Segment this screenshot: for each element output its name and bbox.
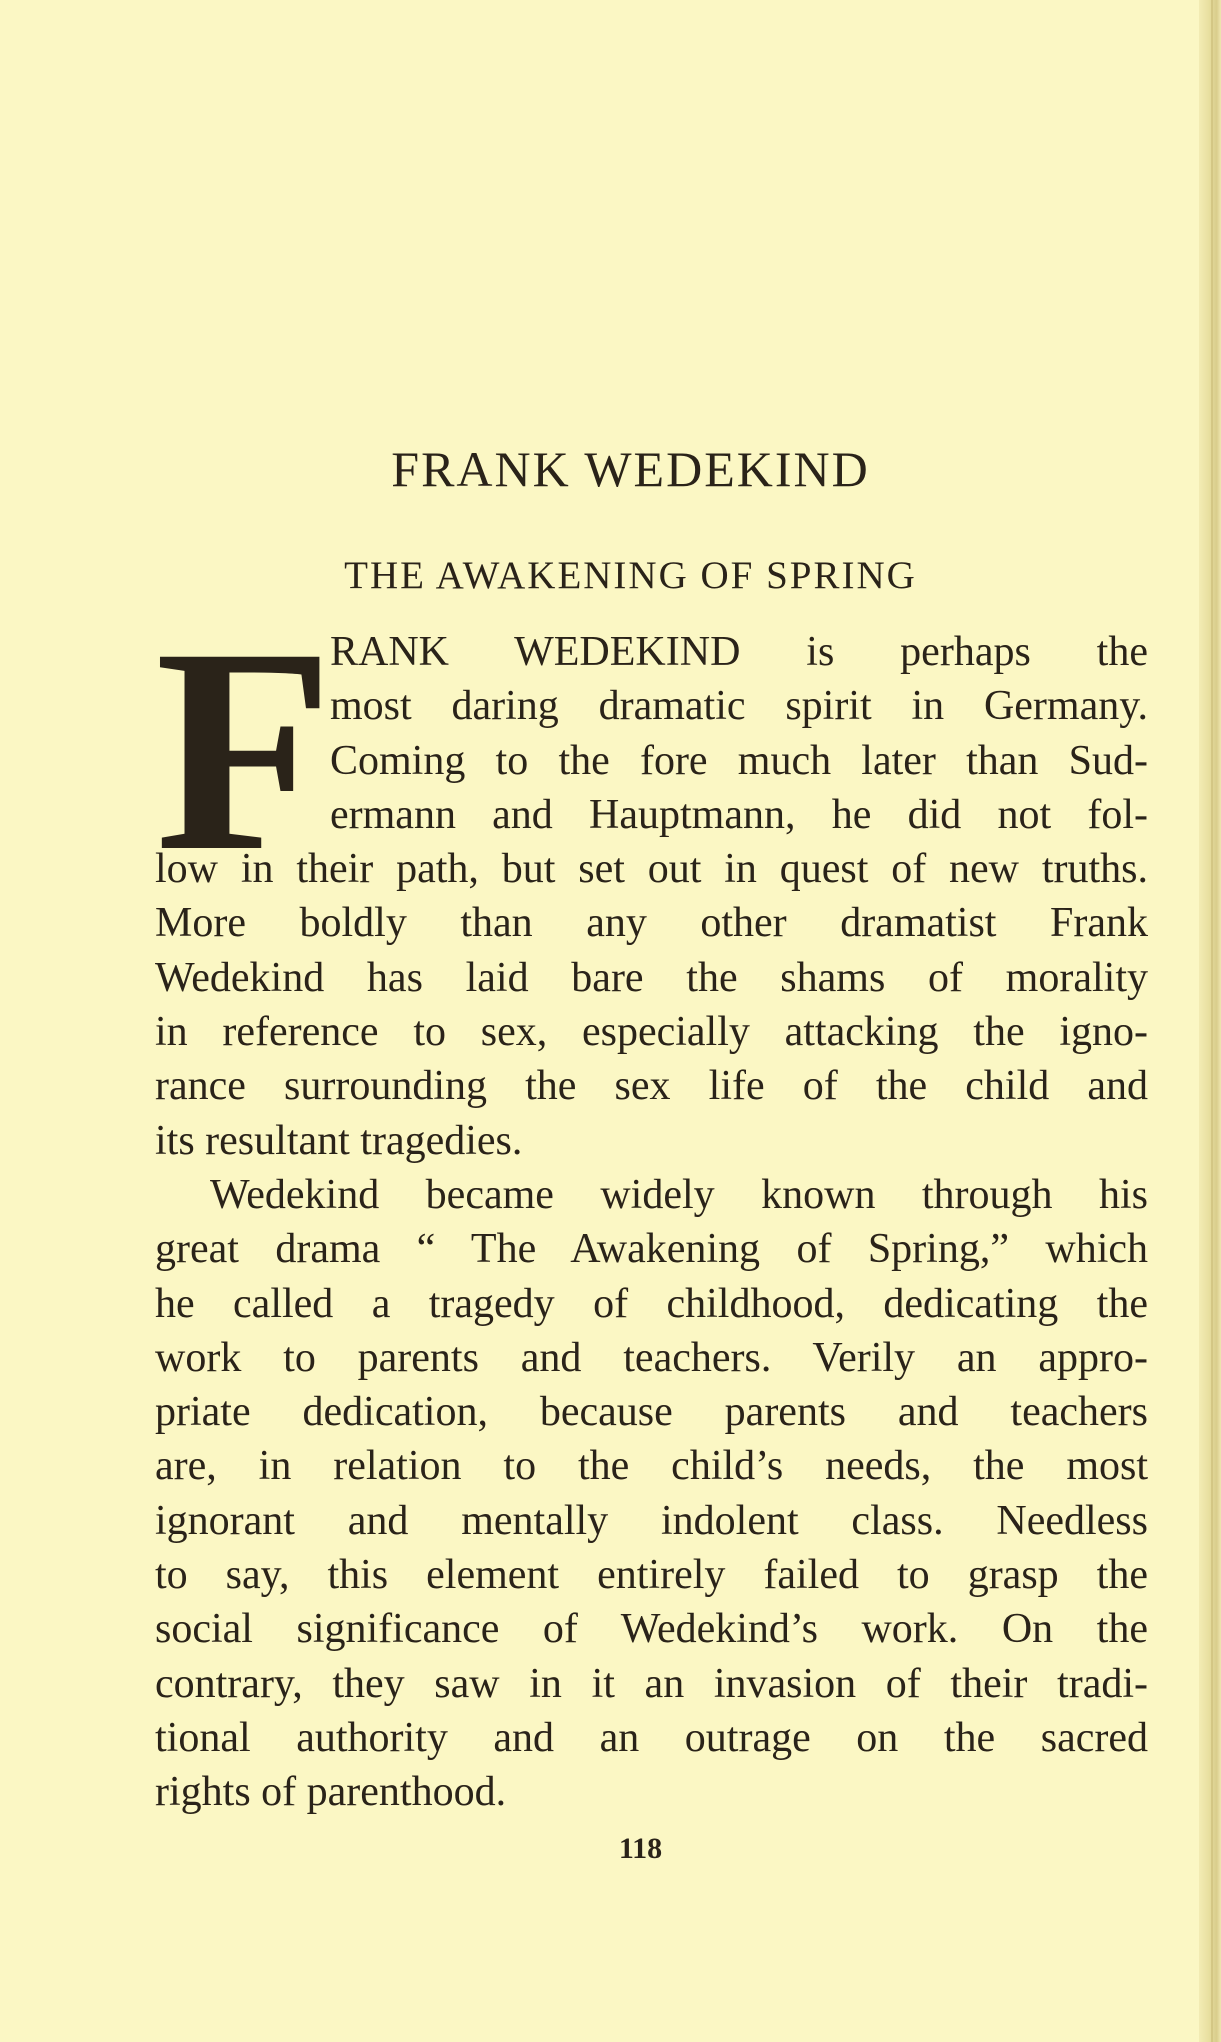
page-edge-line [1211, 0, 1213, 2042]
page-number: 118 [618, 1832, 663, 1865]
chapter-subtitle: THE AWAKENING OF SPRING [344, 554, 917, 597]
paragraph-line: tional authority and an outrage on the sacred [155, 1714, 1148, 1761]
paragraph-line: Wedekind became widely known through his [210, 1172, 1148, 1218]
paragraph-line: contrary, they saw in it an invasion of their tradi- [155, 1660, 1148, 1707]
paragraph-line: in reference to sex, especially attacking the igno- [155, 1009, 1148, 1056]
paragraph-line: Wedekind has laid bare the shams of morality [155, 954, 1148, 1001]
paragraph-line: rights of parenthood. [155, 1769, 507, 1816]
chapter-title: FRANK WEDEKIND [391, 441, 870, 497]
paragraph-line: work to parents and teachers. Verily an appro- [155, 1334, 1148, 1381]
paragraph-line: rance surrounding the sex life of the child and [155, 1063, 1148, 1110]
paragraph-1 [155, 625, 1148, 1168]
paragraph-line: low in their path, but set out in quest of new truths. [155, 846, 1148, 893]
paragraph-line: are, in relation to the child’s needs, the most [155, 1443, 1148, 1490]
paragraph-line: ermann and Hauptmann, he did not fol- [330, 791, 1148, 838]
paragraph-line: priate dedication, because parents and teachers [155, 1389, 1148, 1436]
paragraph-line: to say, this element entirely failed to grasp the [155, 1552, 1148, 1599]
paragraph-line: its resultant tragedies. [155, 1117, 523, 1164]
paragraph-line: More boldly than any other dramatist Frank [155, 900, 1148, 947]
paragraph-line: ignorant and mentally indolent class. Needless [155, 1497, 1148, 1544]
paragraph-2 [155, 1168, 1148, 1820]
paragraph-line: RANK WEDEKIND is perhaps the [330, 629, 1148, 675]
paragraph-line: great drama “ The Awakening of Spring,” which [155, 1226, 1148, 1273]
drop-cap-letter: F [155, 589, 334, 912]
paragraph-line: social significance of Wedekind’s work. On the [155, 1606, 1148, 1653]
paragraph-line: most daring dramatic spirit in Germany. [330, 683, 1148, 730]
page-binding-edge [1199, 0, 1221, 2042]
paragraph-line: he called a tragedy of childhood, dedicating the [155, 1280, 1148, 1327]
paragraph-line: Coming to the fore much later than Sud- [330, 737, 1148, 784]
